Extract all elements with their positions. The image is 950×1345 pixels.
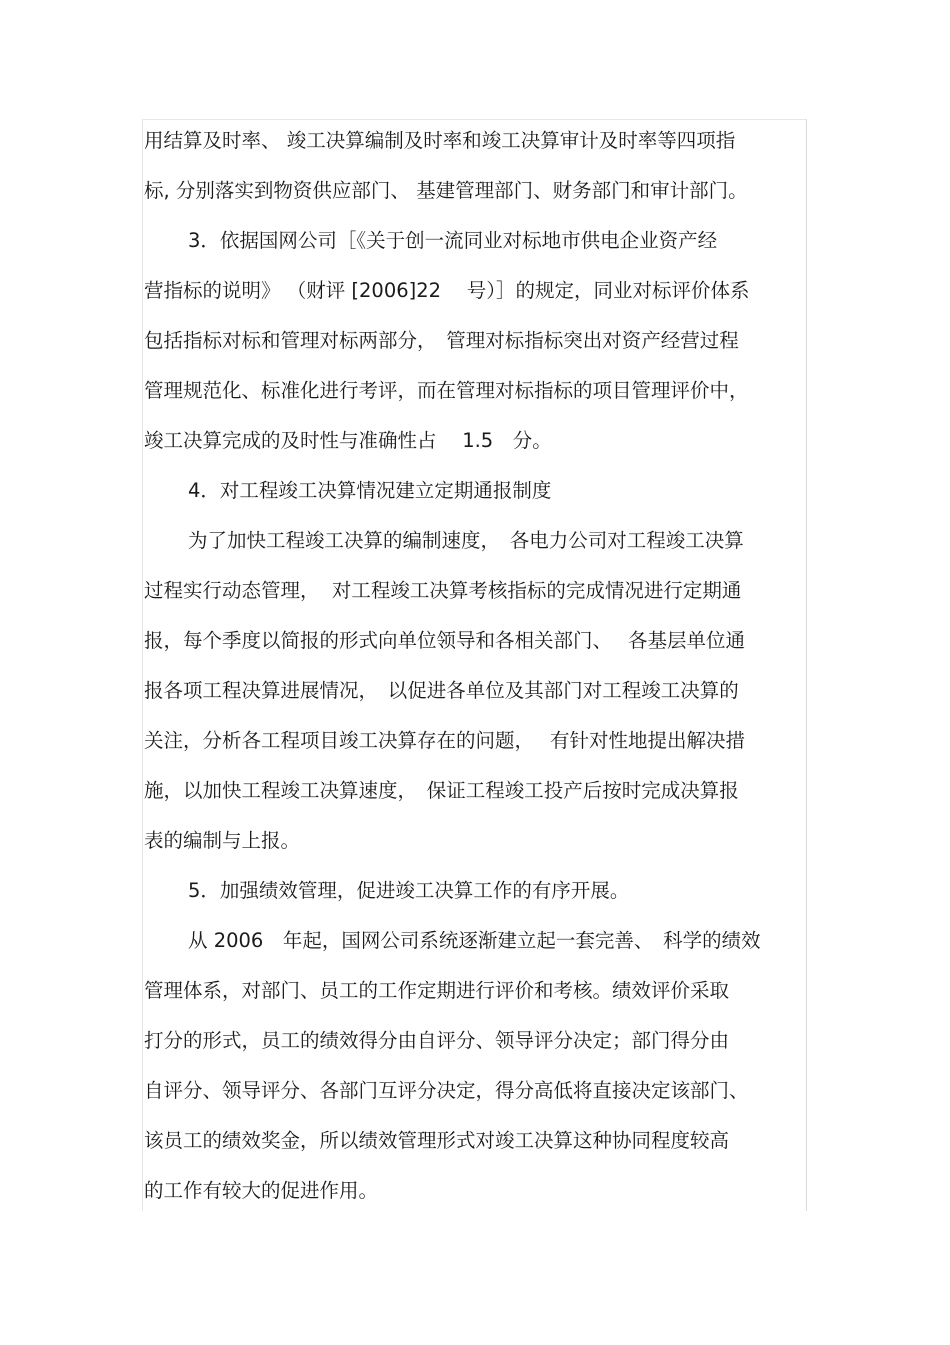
text-line: 标, 分别落实到物资供应部门、 基建管理部门、财务部门和审计部门。 bbox=[144, 179, 748, 202]
text-line: 该员工的绩效奖金，所以绩效管理形式对竣工决算这种协同程度较高 bbox=[144, 1129, 730, 1152]
text-line: 关注，分析各工程项目竣工决算存在的问题， 有针对性地提出解决措 bbox=[144, 729, 745, 752]
text-line: 营指标的说明》 （财评 [2006]22 号）］的规定，同业对标评价体系 bbox=[144, 279, 750, 302]
text-line: 表的编制与上报。 bbox=[144, 829, 301, 852]
text-line: 过程实行动态管理， 对工程竣工决算考核指标的完成情况进行定期通 bbox=[144, 579, 742, 602]
text-line: 打分的形式，员工的绩效得分由自评分、领导评分决定；部门得分由 bbox=[144, 1029, 730, 1052]
text-line: 报，每个季度以简报的形式向单位领导和各相关部门、 各基层单位通 bbox=[144, 629, 745, 652]
text-line: 施，以加快工程竣工决算速度， 保证工程竣工投产后按时完成决算报 bbox=[144, 779, 739, 802]
text-line: 管理规范化、标准化进行考评，而在管理对标指标的项目管理评价中， bbox=[144, 379, 749, 402]
text-line: 自评分、领导评分、各部门互评分决定，得分高低将直接决定该部门、 bbox=[144, 1079, 749, 1102]
paragraph-start: 为了加快工程竣工决算的编制速度， 各电力公司对工程竣工决算 bbox=[188, 529, 744, 552]
text-line: 用结算及时率、 竣工决算编制及时率和竣工决算审计及时率等四项指 bbox=[144, 129, 736, 152]
text-line: 包括指标对标和管理对标两部分， 管理对标指标突出对资产经营过程 bbox=[144, 329, 739, 352]
section-heading-4: 4．对工程竣工决算情况建立定期通报制度 bbox=[188, 479, 552, 502]
text-line: 竣工决算完成的及时性与准确性占 1.5 分。 bbox=[144, 429, 552, 452]
paragraph-start: 从 2006 年起，国网公司系统逐渐建立起一套完善、 科学的绩效 bbox=[188, 929, 761, 952]
section-heading-5: 5．加强绩效管理，促进竣工决算工作的有序开展。 bbox=[188, 879, 630, 902]
numbered-paragraph-3: 3．依据国网公司［《关于创一流同业对标地市供电企业资产经 bbox=[188, 229, 718, 252]
text-line: 的工作有较大的促进作用。 bbox=[144, 1179, 379, 1202]
text-line: 报各项工程决算进展情况， 以促进各单位及其部门对工程竣工决算的 bbox=[144, 679, 739, 702]
text-line: 管理体系，对部门、员工的工作定期进行评价和考核。绩效评价采取 bbox=[144, 979, 730, 1002]
